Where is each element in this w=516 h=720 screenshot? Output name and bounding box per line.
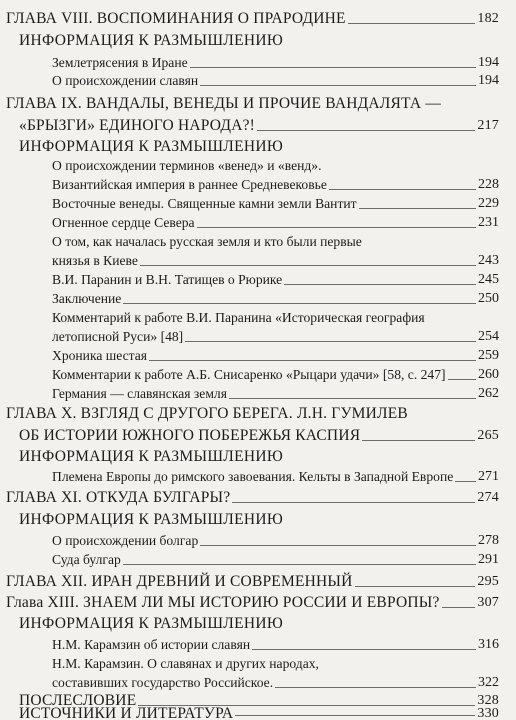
entry-title: «БРЫЗГИ» ЕДИНОГО НАРОДА?!	[19, 117, 256, 134]
leader-dots	[140, 265, 476, 266]
page-number: 229	[478, 196, 499, 211]
leader-dots	[275, 687, 476, 688]
toc-subentry	[52, 195, 499, 213]
entry-title: Н.М. Карамзин об истории славян	[52, 637, 251, 652]
page-number: 307	[477, 595, 499, 610]
toc-subentry	[52, 157, 499, 175]
toc-subentry	[52, 655, 499, 673]
leader-dots	[200, 85, 476, 86]
entry-title: ГЛАВА XII. ИРАН ДРЕВНИЙ И СОВРЕМЕННЫЙ	[6, 573, 353, 590]
entry-title: О происхождении славян	[52, 73, 199, 88]
entry-title: ИСТОЧНИКИ И ЛИТЕРАТУРА	[19, 707, 234, 720]
page-number: 322	[478, 675, 499, 690]
toc-info-heading	[19, 448, 499, 466]
toc-chapter-12	[6, 573, 499, 591]
toc-subentry-cont	[52, 674, 499, 692]
leader-dots	[362, 440, 475, 441]
page-number: 274	[477, 490, 499, 505]
entry-title: Племена Европы до римского завоевания. Кельты в Западной Европе	[52, 469, 454, 484]
toc-chapter-13	[6, 594, 499, 612]
entry-title: Византийская империя в раннее Средневековье	[52, 177, 327, 192]
entry-title: Огненное сердце Севера	[52, 215, 195, 230]
toc-chapter-9	[6, 95, 499, 113]
entry-title: ГЛАВА X. ВЗГЛЯД С ДРУГОГО БЕРЕГА. Л.Н. ГУМИЛЕВ	[6, 405, 408, 422]
page-number: 295	[477, 574, 499, 589]
toc-subentry-cont	[52, 252, 499, 270]
entry-title: ОБ ИСТОРИИ ЮЖНОГО ПОБЕРЕЖЬЯ КАСПИЯ	[19, 427, 361, 444]
leader-dots	[232, 502, 475, 503]
leader-dots	[190, 67, 476, 68]
leader-dots	[123, 303, 476, 304]
leader-dots	[284, 284, 476, 285]
entry-title: О том, как началась русская земля и кто были первые	[52, 234, 362, 249]
page-number: 250	[478, 291, 499, 306]
entry-title: В.И. Паранин и В.Н. Татищев о Рюрике	[52, 272, 283, 287]
leader-dots	[359, 208, 476, 209]
entry-title: ГЛАВА IX. ВАНДАЛЫ, ВЕНЕДЫ И ПРОЧИЕ ВАНДАЛЯТА —	[6, 95, 442, 112]
page-number: 259	[478, 348, 499, 363]
entry-title: ИНФОРМАЦИЯ К РАЗМЫШЛЕНИЮ	[19, 448, 284, 465]
entry-title: Комментарий к работе В.И. Паранина «Историческая география	[52, 310, 425, 325]
toc-info-heading	[19, 138, 499, 156]
entry-title: ГЛАВА VIII. ВОСПОМИНАНИЯ О ПРАРОДИНЕ	[6, 10, 346, 27]
leader-dots	[355, 586, 476, 587]
toc-subentry	[52, 385, 499, 403]
toc-subentry	[52, 636, 499, 654]
entry-title: Землетрясения в Иране	[52, 55, 188, 70]
page-number: 262	[478, 386, 499, 401]
leader-dots	[123, 564, 476, 565]
leader-dots	[200, 545, 476, 546]
toc-subentry	[52, 54, 499, 72]
toc-subentry	[52, 309, 499, 327]
toc-subentry	[52, 468, 499, 486]
entry-title: Н.М. Карамзин. О славянах и других народах,	[52, 656, 319, 671]
entry-title: Германия — славянская земля	[52, 386, 227, 401]
entry-title: Восточные венеды. Священные камни земли Вантит	[52, 196, 357, 211]
toc-subentry-cont	[52, 328, 499, 346]
leader-dots	[252, 649, 476, 650]
entry-title: Глава XIII. ЗНАЕМ ЛИ МЫ ИСТОРИЮ РОССИИ И ЕВРОПЫ?	[6, 594, 440, 611]
entry-title: ИНФОРМАЦИЯ К РАЗМЫШЛЕНИЮ	[19, 511, 284, 528]
leader-dots	[185, 341, 476, 342]
entry-title: составивших государство Российское.	[52, 675, 274, 690]
toc-chapter-9-cont	[19, 117, 499, 135]
toc-sources	[19, 707, 499, 720]
toc-subentry	[52, 551, 499, 569]
entry-title: ИНФОРМАЦИЯ К РАЗМЫШЛЕНИЮ	[19, 138, 284, 155]
entry-title: ИНФОРМАЦИЯ К РАЗМЫШЛЕНИЮ	[19, 32, 284, 49]
page-number: 194	[478, 73, 499, 88]
leader-dots	[348, 23, 476, 24]
page-number: 291	[478, 552, 499, 567]
page-number: 278	[478, 533, 499, 548]
leader-dots	[229, 398, 476, 399]
entry-title: Комментарии к работе А.Б. Снисаренко «Рыцари удачи» [58, с. 247]	[52, 367, 446, 382]
toc-chapter-10	[6, 405, 499, 423]
page-number: 265	[477, 428, 499, 443]
toc-info-heading	[19, 615, 499, 633]
toc-chapter-10-cont	[19, 427, 499, 445]
page-number: 316	[478, 637, 499, 652]
entry-title: ГЛАВА XI. ОТКУДА БУЛГАРЫ?	[6, 489, 231, 506]
entry-title: ИНФОРМАЦИЯ К РАЗМЫШЛЕНИЮ	[19, 615, 284, 632]
leader-dots	[138, 705, 475, 706]
toc-subentry	[52, 233, 499, 251]
entry-title: О происхождении болгар	[52, 533, 199, 548]
page-number: 254	[478, 329, 499, 344]
page-number: 243	[478, 253, 499, 268]
page-number: 228	[478, 177, 499, 192]
toc-subentry	[52, 290, 499, 308]
entry-title: Хроника шестая	[52, 348, 148, 363]
page-number: 182	[477, 11, 499, 26]
page-number: 231	[478, 215, 499, 230]
toc-chapter-8	[6, 10, 499, 28]
page-number: 328	[477, 693, 499, 708]
page-number: 217	[477, 118, 499, 133]
toc-subentry	[52, 214, 499, 232]
entry-title: Суда булгар	[52, 552, 121, 567]
leader-dots	[329, 189, 476, 190]
toc-info-heading	[19, 32, 499, 50]
entry-title: О происхождении терминов «венед» и «венд».	[52, 158, 322, 173]
entry-title: летописной Руси» [48]	[52, 329, 184, 344]
leader-dots	[197, 227, 476, 228]
leader-dots	[149, 360, 476, 361]
leader-dots	[235, 715, 475, 716]
toc-chapter-11	[6, 489, 499, 507]
page-number: 245	[478, 272, 499, 287]
page-number: 271	[478, 469, 499, 484]
toc-subentry	[52, 72, 499, 90]
toc-subentry	[52, 271, 499, 289]
entry-title: ПОСЛЕСЛОВИЕ	[19, 692, 137, 709]
toc-subentry	[52, 176, 499, 194]
toc-subentry	[52, 366, 499, 384]
leader-dots	[257, 130, 475, 131]
leader-dots	[455, 481, 476, 482]
toc-info-heading	[19, 511, 499, 529]
page-number: 330	[477, 707, 499, 720]
leader-dots	[442, 607, 476, 608]
page-number: 194	[478, 55, 499, 70]
toc-subentry	[52, 532, 499, 550]
entry-title: Заключение	[52, 291, 122, 306]
page-number: 260	[478, 367, 499, 382]
leader-dots	[448, 379, 476, 380]
entry-title: князья в Киеве	[52, 253, 138, 268]
toc-subentry	[52, 347, 499, 365]
